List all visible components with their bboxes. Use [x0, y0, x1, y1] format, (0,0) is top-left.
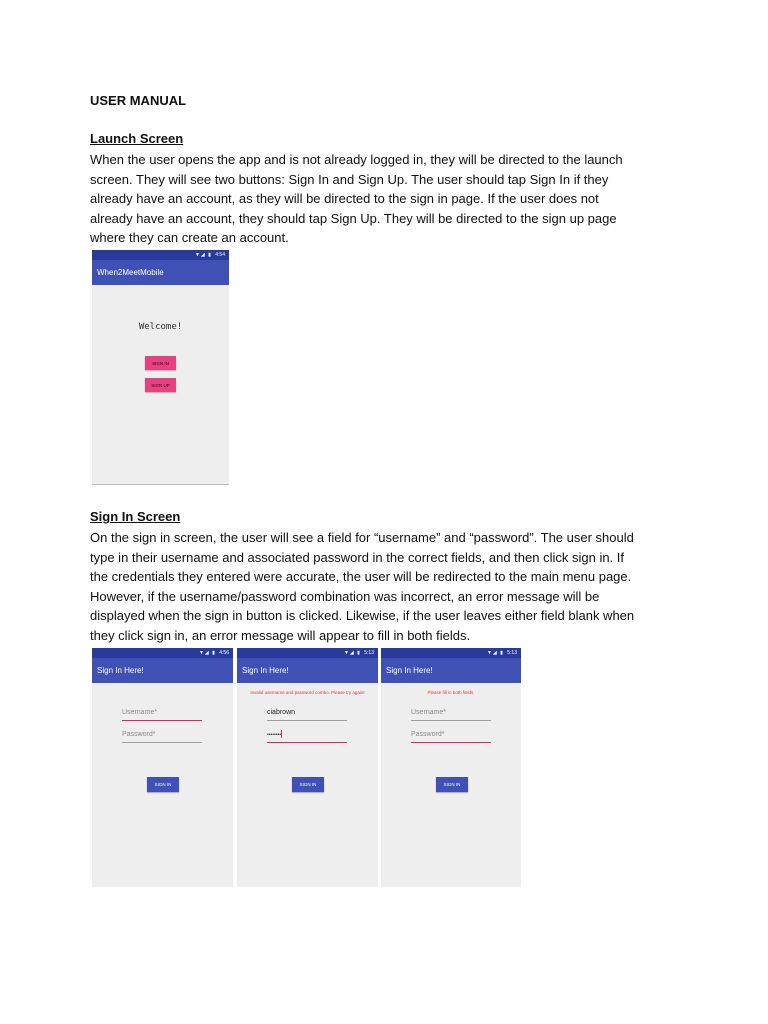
section-heading-signin: Sign In Screen: [90, 509, 181, 524]
app-bar-title: Sign In Here!: [92, 658, 233, 683]
status-bar: [92, 250, 229, 260]
password-field[interactable]: [267, 730, 347, 743]
sign-up-button[interactable]: SIGN UP: [145, 378, 176, 392]
paragraph-line: the credentials they entered were accurate, the user will be redirected to the main menu page.: [90, 569, 632, 584]
app-bar-title: When2MeetMobile: [92, 260, 229, 285]
error-message: Please fill in both fields.: [427, 690, 475, 695]
paragraph-line: already have an account, as they will be directed to the sign in page. If the user does not: [90, 191, 599, 206]
signin-empty-screenshot: [92, 648, 233, 887]
signin-invalid-screenshot: [237, 648, 378, 887]
username-field[interactable]: ciabrown: [267, 708, 347, 721]
text-cursor: [281, 730, 282, 738]
app-bar-title: Sign In Here!: [381, 658, 521, 683]
paragraph-line: already have an account, they should tap Sign Up. They will be directed to the sign up page: [90, 210, 617, 226]
paragraph-line: type in their username and associated password in the correct fields, and then click sign in. If: [90, 549, 625, 565]
status-time: 4:54: [215, 252, 225, 258]
paragraph-launch: [90, 150, 680, 248]
status-bar: [381, 648, 521, 658]
password-field[interactable]: Password*: [122, 730, 202, 743]
status-time: 5:13: [507, 650, 517, 656]
paragraph-line: However, if the username/password combination was incorrect, an error message will be: [90, 588, 600, 604]
username-field[interactable]: Username*: [411, 708, 491, 721]
paragraph-line: screen. They will see two buttons: Sign In and Sign Up. The user should tap Sign In if they: [90, 171, 609, 187]
password-value: ••••••••: [267, 732, 282, 738]
paragraph-line: When the user opens the app and is not already logged in, they will be directed to the launch: [90, 152, 623, 167]
launch-screen-screenshot: [92, 250, 229, 485]
section-heading-launch: Launch Screen: [90, 131, 184, 146]
manual-title: USER MANUAL: [90, 93, 187, 108]
error-message: Invalid username and password combo. Please try again!: [250, 690, 365, 695]
signin-blank-screenshot: [381, 648, 521, 887]
paragraph-line: displayed when the sign in button is clicked. Likewise, if the user leaves either field blank when: [90, 608, 635, 623]
paragraph-line: On the sign in screen, the user will see a field for “username” and “password”. The user should: [90, 530, 634, 545]
signal-battery-icon: ▼◢ ▮: [194, 252, 212, 258]
signal-battery-icon: ▼◢ ▮: [198, 650, 216, 656]
welcome-text: Welcome!: [138, 322, 183, 332]
status-time: 5:13: [364, 650, 374, 656]
app-bar-title: Sign In Here!: [237, 658, 378, 683]
sign-in-button[interactable]: SIGN IN: [436, 777, 468, 792]
paragraph-line: they click sign in, an error message will appear to fill in both fields.: [90, 627, 471, 643]
status-bar: [237, 648, 378, 658]
signal-battery-icon: ▼◢ ▮: [486, 650, 504, 656]
sign-in-button[interactable]: SIGN IN: [145, 356, 176, 370]
password-field[interactable]: Password*: [411, 730, 491, 743]
status-bar: [92, 648, 233, 658]
sign-in-button[interactable]: SIGN IN: [292, 777, 324, 792]
signal-battery-icon: ▼◢ ▮: [343, 650, 361, 656]
username-field[interactable]: Username*: [122, 708, 202, 721]
sign-in-button[interactable]: SIGN IN: [147, 777, 179, 792]
status-time: 4:56: [219, 650, 229, 656]
paragraph-signin: [90, 528, 680, 645]
paragraph-line: where they can create an account.: [90, 230, 289, 245]
